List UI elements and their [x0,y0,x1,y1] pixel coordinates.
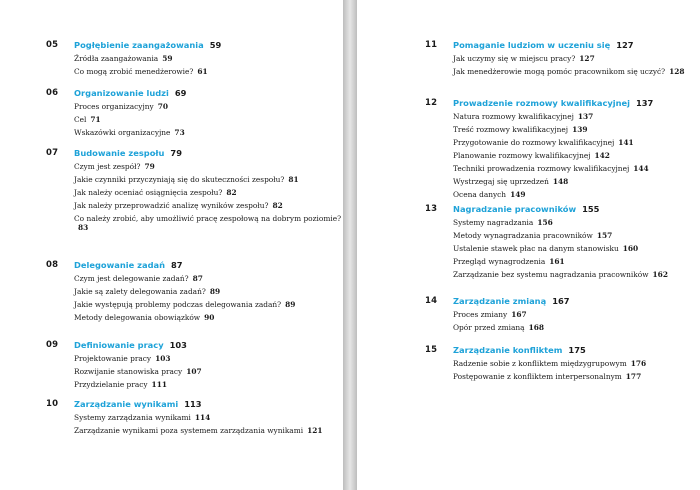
toc-entry-page: 70 [157,102,168,111]
toc-entry-page: 114 [194,413,211,422]
toc-entry[interactable] [453,231,700,240]
toc-entry-page: 157 [596,231,613,240]
toc-entry-page: 73 [174,128,185,137]
toc-entry-text: Wskazówki organizacyjne [74,128,171,137]
chapter-page: 167 [552,296,570,306]
toc-entry-text: Cel [74,115,87,124]
toc-entry-text: Jak uczymy się w miejscu pracy? [453,54,576,63]
toc-entry[interactable] [453,138,700,147]
toc-entry[interactable] [453,190,700,199]
toc-entry-text: Treść rozmowy kwalifikacyjnej [453,125,569,134]
toc-entry-page: 141 [618,138,634,147]
toc-entry[interactable] [453,164,700,173]
toc-entry[interactable] [74,67,343,76]
chapter-page: 87 [171,260,183,270]
chapter-number: 05 [46,40,59,50]
toc-entry-text: Projektowanie pracy [74,354,152,363]
toc-entry-page: 176 [630,359,647,368]
right-page [357,0,700,490]
toc-entry[interactable] [74,354,343,363]
toc-entry-page: 89 [209,287,221,296]
toc-entry-text: Planowanie rozmowy kwalifikacyjnej [453,151,591,160]
toc-entry-page: 59 [162,54,173,63]
toc-entry[interactable] [74,426,343,435]
toc-entry[interactable] [74,115,343,124]
toc-entry-page: 161 [549,257,565,266]
toc-entry-text: Czym jest delegowanie zadań? [74,274,189,283]
chapter-title-link[interactable] [74,340,343,351]
toc-entry-page: 149 [510,190,526,199]
toc-entry[interactable] [74,313,343,322]
chapter-number: 08 [46,260,59,270]
chapter-body [453,98,700,203]
chapter-number: 15 [425,345,438,355]
toc-entry-page: 160 [622,244,639,253]
chapter-title-link[interactable] [453,296,700,307]
toc-entry-text: Wystrzegaj się uprzedzeń [453,177,549,186]
chapter-title-link[interactable] [74,399,343,410]
chapter-title: Zarządzanie zmianą [453,296,547,306]
chapter-body [74,260,343,326]
toc-entry-text: Przegląd wynagrodzenia [453,257,546,266]
toc-entry-text: Jak menedżerowie mogą pomóc pracownikom się uczyć? [453,67,666,76]
toc-entry[interactable] [74,162,343,171]
toc-entry-page: 107 [186,367,202,376]
toc-entry[interactable] [453,112,700,121]
toc-entry-text: Systemy nagradzania [453,218,534,227]
toc-entry-text: Zarządzanie bez systemu nagradzania pracowników [453,270,649,279]
toc-entry-page: 142 [594,151,610,160]
chapter-page: 127 [616,40,634,50]
toc-entry[interactable] [453,244,700,253]
toc-entry[interactable] [74,54,343,63]
toc-entry-text: Proces zmiany [453,310,508,319]
chapter-title: Pomaganie ludziom w uczeniu się [453,40,611,50]
toc-entry[interactable] [453,125,700,134]
chapter-body [453,345,700,385]
book-gutter [343,0,357,490]
toc-entry-text: Opór przed zmianą [453,323,525,332]
toc-entry-page: 81 [288,175,299,184]
toc-entry-text: Jakie czynniki przyczyniają się do skuteczności zespołu? [74,175,285,184]
toc-entry[interactable] [453,270,700,279]
chapter-title-link[interactable] [453,204,700,215]
chapter-number: 12 [425,98,438,108]
chapter-number: 06 [46,88,59,98]
toc-entry-text: Metody delegowania obowiązków [74,313,201,322]
toc-entry-page: 128 [669,67,685,76]
chapter-body [453,40,700,80]
toc-entry[interactable] [453,177,700,186]
toc-entry-page: 148 [552,177,569,186]
toc-entry[interactable] [453,67,700,76]
left-page [0,0,343,490]
toc-entry-text: Czym jest zespół? [74,162,141,171]
toc-entry-page: 71 [90,115,101,124]
chapter-body [74,40,343,80]
toc-entry-page: 144 [633,164,649,173]
toc-entry-text: Radzenie sobie z konfliktem międzygrupowym [453,359,627,368]
toc-entry-text: Jakie występują problemy podczas delegowania zadań? [74,300,282,309]
chapter-page: 79 [170,148,182,158]
chapter-number: 10 [46,399,59,409]
toc-entry[interactable] [74,102,343,111]
chapter-body [74,340,343,393]
toc-entry-page: 82 [226,188,237,197]
toc-entry[interactable] [453,218,700,227]
chapter-number: 09 [46,340,59,350]
toc-entry[interactable] [74,367,343,376]
toc-entry-text: Ustalenie stawek płac na danym stanowisku [453,244,619,253]
toc-entry[interactable] [74,128,343,137]
chapter-page: 155 [582,204,600,214]
toc-entry-text: Co należy zrobić, aby umożliwić pracę zespołową na dobrym poziomie? [74,214,342,223]
toc-entry[interactable] [453,323,700,332]
toc-entry-page: 83 [78,223,89,232]
chapter-page: 69 [174,88,187,98]
toc-entry-text: Rozwijanie stanowiska pracy [74,367,183,376]
toc-entry-page: 168 [528,323,545,332]
toc-entry-text: Jak należy przeprowadzić analizę wyników zespołu? [74,201,269,210]
chapter-title: Delegowanie zadań [74,260,166,270]
toc-entry-page: 139 [572,125,588,134]
toc-entry-page: 167 [511,310,527,319]
chapter-page: 137 [636,98,654,108]
toc-entry-text: Przydzielanie pracy [74,380,148,389]
chapter-page: 113 [184,399,202,409]
toc-entry-page: 137 [577,112,594,121]
toc-entry[interactable] [74,175,343,184]
toc-entry-text: Zarządzanie wynikami poza systemem zarządzania wynikami [74,426,304,435]
chapter-body [74,88,343,141]
toc-entry[interactable] [74,380,343,389]
chapter-body [74,148,343,236]
toc-entry[interactable] [74,287,343,296]
chapter-title-link[interactable] [453,345,700,356]
toc-entry[interactable] [74,300,343,309]
toc-entry-page: 87 [192,274,203,283]
chapter-title: Prowadzenie rozmowy kwalifikacyjnej [453,98,631,108]
toc-entry[interactable] [74,274,343,283]
toc-entry-text: Systemy zarządzania wynikami [74,413,191,422]
toc-entry-text: Metody wynagradzania pracowników [453,231,593,240]
toc-entry[interactable] [453,359,700,368]
chapter-number: 07 [46,148,59,158]
chapter-number: 11 [425,40,438,50]
toc-entry-text: Proces organizacyjny [74,102,154,111]
chapter-title-link[interactable] [74,40,343,51]
chapter-title-link[interactable] [74,148,343,159]
chapter-title-link[interactable] [453,40,700,51]
toc-entry-text: Ocena danych [453,190,507,199]
chapter-title: Organizowanie ludzi [74,88,169,98]
toc-entry-text: Przygotowanie do rozmowy kwalifikacyjnej [453,138,615,147]
toc-entry-page: 162 [652,270,668,279]
chapter-page: 59 [209,40,222,50]
toc-entry-text: Postępowanie z konfliktem interpersonalnym [453,372,622,381]
toc-entry-text: Techniki prowadzenia rozmowy kwalifikacyjnej [453,164,630,173]
toc-entry-text: Źródła zaangażowania [74,54,159,63]
toc-entry[interactable] [453,151,700,160]
chapter-title-link[interactable] [74,88,343,99]
chapter-number: 14 [425,296,438,306]
toc-entry-page: 89 [285,300,296,309]
toc-entry-page: 79 [144,162,155,171]
toc-entry-page: 121 [307,426,323,435]
toc-entry-text: Jakie są zalety delegowania zadań? [74,287,206,296]
chapter-title: Zarządzanie wynikami [74,399,179,409]
chapter-title: Zarządzanie konfliktem [453,345,563,355]
toc-entry-page: 90 [204,313,215,322]
toc-entry-page: 82 [272,201,283,210]
toc-entry[interactable] [74,214,343,232]
toc-entry[interactable] [453,372,700,381]
toc-entry[interactable] [74,201,343,210]
chapter-title: Budowanie zespołu [74,148,165,158]
chapter-number: 13 [425,204,438,214]
chapter-title: Nagradzanie pracowników [453,204,577,214]
chapter-page: 103 [169,340,187,350]
toc-entry[interactable] [453,54,700,63]
toc-entry-text: Natura rozmowy kwalifikacyjnej [453,112,574,121]
toc-entry[interactable] [453,257,700,266]
chapter-title-link[interactable] [74,260,343,271]
toc-entry[interactable] [74,413,343,422]
chapter-page: 175 [568,345,586,355]
toc-entry[interactable] [74,188,343,197]
chapter-body [74,399,343,439]
toc-entry-page: 127 [579,54,595,63]
chapter-body [453,296,700,336]
toc-entry-page: 103 [155,354,171,363]
toc-entry-text: Co mogą zrobić menedżerowie? [74,67,194,76]
toc-entry-page: 111 [151,380,167,389]
toc-entry[interactable] [453,310,700,319]
toc-entry-text: Jak należy oceniać osiągnięcia zespołu? [74,188,223,197]
toc-entry-page: 156 [537,218,553,227]
chapter-title: Definiowanie pracy [74,340,164,350]
chapter-title-link[interactable] [453,98,700,109]
chapter-title: Pogłębienie zaangażowania [74,40,204,50]
toc-entry-page: 177 [625,372,642,381]
chapter-body [453,204,700,283]
toc-entry-page: 61 [197,67,208,76]
